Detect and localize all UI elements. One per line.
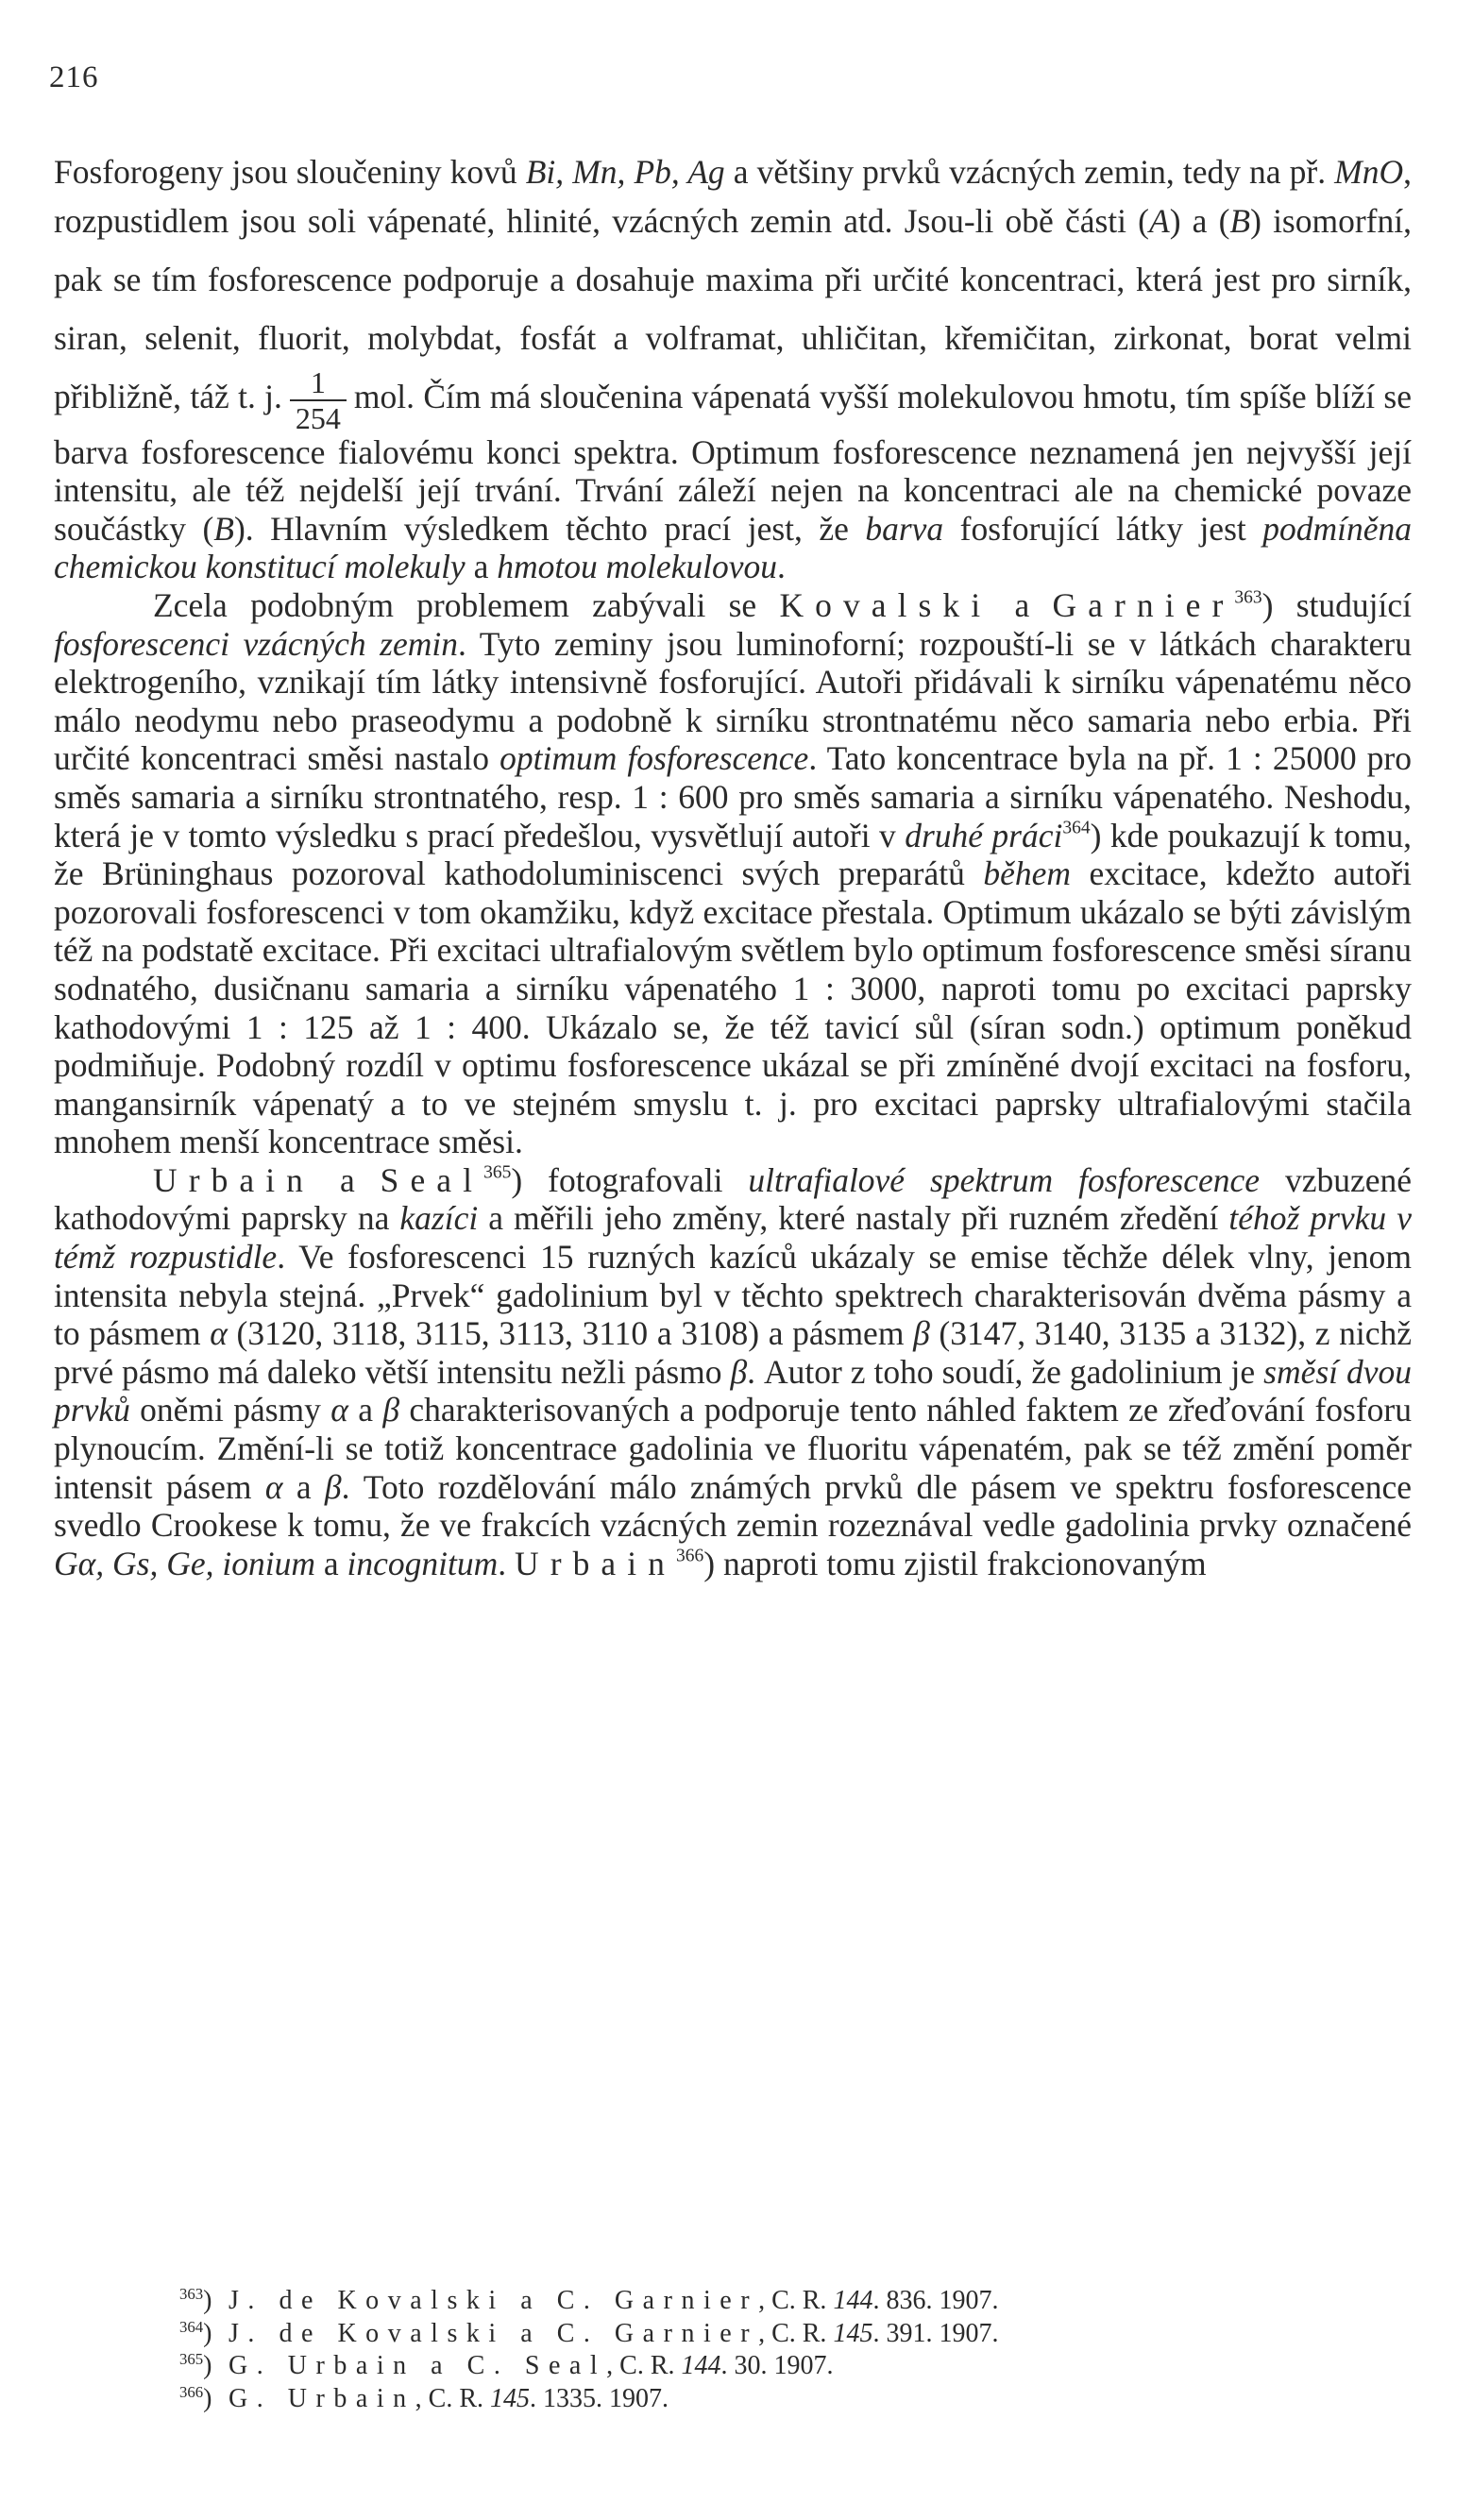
footnote-number: 366 [179,2382,204,2401]
footnote-number: 363 [179,2284,204,2303]
footnote-ref: 363 [1234,587,1262,608]
footnote-author: G. Urbain [229,2383,415,2413]
fraction-numerator: 1 [310,364,326,399]
footnote-number: 365 [179,2349,204,2368]
footnote-author: J. de Kovalski a C. Garnier [229,2286,759,2315]
page-number: 216 [49,60,99,94]
author-name: Garnier [1052,585,1235,624]
author-name: Urbain [153,1160,314,1199]
footnote-author: J. de Kovalski a C. Garnier [229,2318,759,2348]
footnote-author: G. Urbain a C. Seal [229,2351,607,2380]
footnote: $^{365}$) G. Urbain a C. Seal, C. R. 144. 30. 1907. [179,2349,834,2380]
footnote-number: 364 [179,2317,204,2336]
footnote-ref: 364 [1062,817,1091,837]
footnote-volume: 144 [681,2351,721,2380]
paragraph-1: Fosforogeny jsou sloučeniny kovů Bi, Mn, Pb, Ag a většiny prvků vzácných zemin, tedy na př. MnO, rozpustidlem jsou soli vápenaté, hlinité, vzácných zemin atd. Jsou-li obě části (A) a (B) isomorfní, pak se tím fosforescence podporuje a dosahuje maxima při určité koncentraci, která jest pro sirník, siran, selenit, fluorit, molybdat, fosfát a volframat, uhličitan, křemičitan, zirkonat, borat velmi přibližně, táž t. j. $\frac{1}{254}$ mol. Čím má sloučenina vápenatá vyšší molekulovou hmotu, tím spíše blíží se barva fosforescence fialovému konci spektra. Optimum fosforescence neznamená jen nejvyšší její intensitu, ale též nejdelší její trvání. Trvání záleží nejen na koncentraci ale na chemické povaze součástky (B). Hlavním výsledkem těchto prací jest, že barva fosforující látky jest podmíněna chemickou konstitucí molekuly a hmotou molekulovou. [54,153,1412,586]
main-text [54,153,1412,1582]
paragraph-2: Zcela podobným problemem zabývali se Kovalski a Garnier$^{363}$) studující fosforescenci vzácných zemin. Tyto zeminy jsou luminoforní; rozpouští-li se v látkách charakteru elektrogeního, vznikají tím látky intensivně fosforující. Autoři přidávali k sirníku vápenatému něco málo neodymu nebo praseodymu a podobně k sirníku strontnatému něco samaria nebo erbia. Při určité koncentraci směsi nastalo optimum fosforescence. Tato koncentrace byla na př. 1 : 25000 pro směs samaria a sirníku strontnatého, resp. 1 : 600 pro směs samaria a sirníku vápenatého. Neshodu, která je v tomto výsledku s prací předešlou, vysvětlují autoři v druhé práci$^{364}$) kde poukazují k tomu, že Brüninghaus pozoroval kathodoluminiscenci svých preparátů během excitace, kdežto autoři pozorovali fosforescenci v tom okamžiku, když excitace přestala. Optimum ukázalo se býti závislým též na podstatě excitace. Při excitaci ultrafialovým světlem bylo optimum fosforescence směsi síranu sodnatého, dusičnanu samaria a sirníku vápenatého 1 : 3000, naproti tomu po excitaci paprsky kathodovými 1 : 125 až 1 : 400. Ukázalo se, že též tavicí sůl (síran sodn.) optimum poněkud podmiňuje. Podobný rozdíl v optimu fosforescence ukázal se při zmíněné dvojí excitaci na fosforu, mangansirník vápenatý a to ve stejném smyslu t. j. pro excitaci paprsky ultrafialovými stačila mnohem menší koncentrace směsi. [54,585,1413,1161]
footnote-volume: 145 [490,2383,531,2413]
author-name: Kovalski [779,585,992,624]
author-name: Urbain [514,1544,676,1582]
footnote: $^{364}$) J. de Kovalski a C. Garnier, C. R. 145. 391. 1907. [179,2317,999,2348]
footnote: $^{363}$) J. de Kovalski a C. Garnier, C. R. 144. 836. 1907. [179,2284,999,2315]
footnote-volume: 145 [833,2318,873,2348]
paragraph-3: Urbain a Seal$^{365}$) fotografovali ultrafialové spektrum fosforescence vzbuzené kathodovými paprsky na kazíci a měřili jeho změny, které nastaly při ruzném zředění téhož prvku v témž rozpustidle. Ve fosforescenci 15 ruzných kazíců ukázaly se emise těchže délek vlny, jenom intensita nebyla stejná. „Prvek“ gadolinium byl v těchto spektrech charakterisován dvěma pásmy a to pásmem α (3120, 3118, 3115, 3113, 3110 a 3108) a pásmem β (3147, 3140, 3135 a 3132), z nichž prvé pásmo má daleko větší intensitu nežli pásmo β. Autor z toho soudí, že gadolinium je směsí dvou prvků oněmi pásmy α a β charakterisovaných a podporuje tento náhled faktem ze zřeďování fosforu plynoucím. Změní-li se totiž koncentrace gadolinia ve fluoritu vápenatém, pak se též změní poměr intensit pásem α a β. Toto rozdělování málo známých prvků dle pásem ve spektru fosforescence svedlo Crookese k tomu, že ve frakcích vzácných zemin rozeznával vedle gadolinia prvky označené Gα, Gs, Ge, ionium a incognitum. Urbain$^{366}$) naproti tomu zjistil frakcionovaným [54,1160,1413,1582]
footnote-volume: 144 [833,2286,873,2315]
author-name: Seal [380,1160,484,1199]
fraction [290,364,347,435]
fraction-denominator: 254 [290,399,347,433]
footnotes [179,2285,1312,2415]
footnote-ref: 366 [675,1546,704,1566]
footnote-ref: 365 [483,1162,512,1183]
footnote: $^{366}$) G. Urbain, C. R. 145. 1335. 1907. [179,2382,669,2413]
